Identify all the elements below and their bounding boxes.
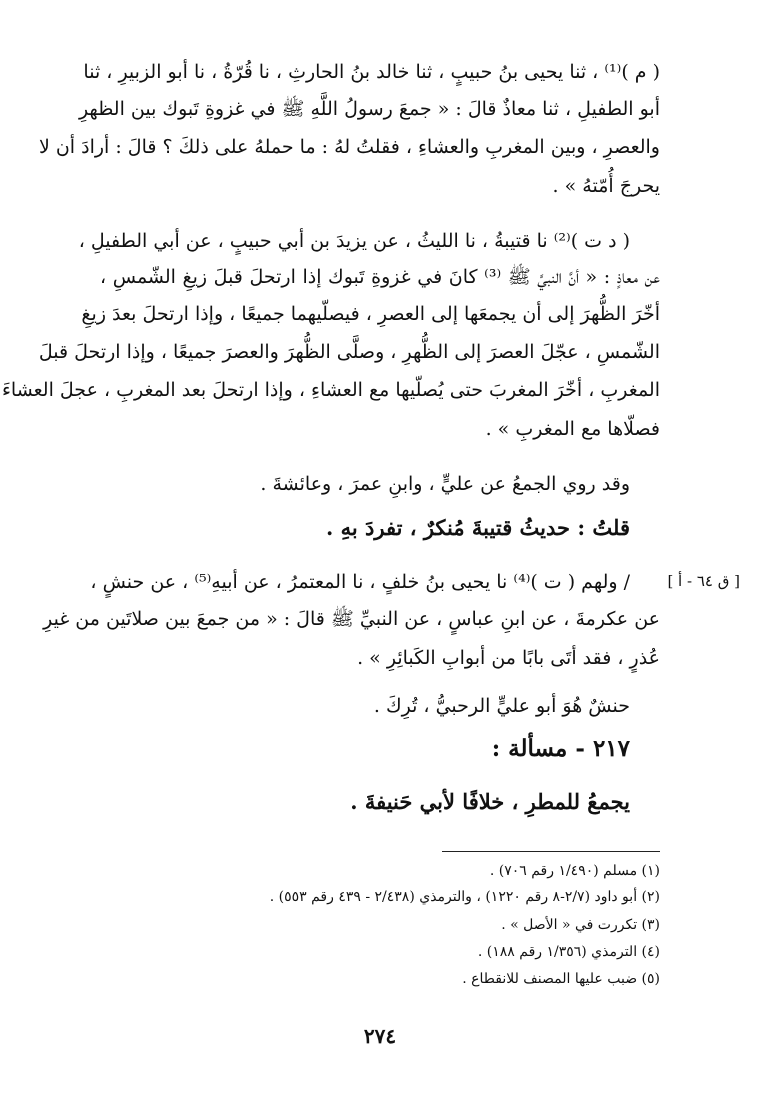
text-line-4: يحرجَ أُمّتهُ » . [552,175,660,197]
manuscript-folio-note: [ ق ٦٤ - أ ] [667,572,740,590]
text-line-3: والعصرِ ، وبين المغربِ والعشاءِ ، فقلتُ لهُ : ما حملهُ على ذلكَ ؟ قالَ : أرادَ أن لا [38,136,660,158]
footnote-2: (٢) أبو داود (٢/٧-٨ رقم ١٢٢٠) ، والترمذي (٢/٤٣٨ - ٤٣٩ رقم ٥٥٣) . [269,889,660,905]
text-line-1: ( م )⁽¹⁾ ، ثنا يحيى بنُ حبيبٍ ، ثنا خالد بنُ الحارثِ ، نا قُرّةُ ، نا أبو الزبيرِ ، ثنا [83,61,660,83]
issue-heading: ٢١٧ - مسألة : [491,735,630,762]
footnote-4: (٤) الترمذي (١/٣٥٦ رقم ١٨٨) . [477,944,660,960]
text-line-2: أبو الطفيلِ ، ثنا معاذٌ قالَ : « جمعَ رسولُ اللَّهِ ﷺ في غزوةِ تَبوك بين الظهرِ [78,98,660,120]
text-line-16: حنشٌ هُوَ أبو عليٍّ الرحبيُّ ، تُرِكَ . [373,695,630,717]
issue-statement: يجمعُ للمطرِ ، خلافًا لأبي حَنيفةَ . [350,789,630,814]
text-line-10: فصلّاها مع المغربِ » . [485,418,660,440]
footnote-divider [442,851,660,852]
editor-note: قلتُ : حديثُ قتيبةَ مُنكرٌ ، تفردَ بهِ . [326,515,630,540]
page-number: ٢٧٤ [363,1024,397,1048]
footnote-5: (٥) ضبب عليها المصنف للانقطاع . [462,971,660,987]
text-line-15: عُذرٍ ، فقد أتَى بابًا من أبوابِ الكَبائِرِ » . [357,647,660,669]
text-line-11: وقد روي الجمعُ عن عليٍّ ، وابنِ عمرَ ، وعائشةَ . [260,473,630,495]
footnote-1: (١) مسلم (١/٤٩٠ رقم ٧٠٦) . [489,863,660,879]
text-line-13: / ولهم ( ت )⁽⁴⁾ نا يحيى بنُ خلفٍ ، نا المعتمرُ ، عن أبيهِ⁽⁵⁾ ، عن حنشٍ ، [90,571,630,593]
text-line-14: عن عكرمةَ ، عن ابنِ عباسٍ ، عن النبيِّ ﷺ قالَ : « من جمعَ بين صلاتَين من غيرِ [43,608,660,630]
footnote-3: (٣) تكررت في « الأصل » . [501,917,660,933]
text-line-5: ( د ت )⁽²⁾ نا قتيبةُ ، نا الليثُ ، عن يزيدَ بن أبي حبيبٍ ، عن أبي الطفيلِ ، [78,230,630,252]
text-line-6: عن معاذٍ : « أنَّ النبيَّ ﷺ ⁽³⁾ كانَ في غزوةِ تَبوك إذا ارتحلَ قبلَ زيغِ الشّمسِ ، [100,266,660,288]
text-line-7: أخّرَ الظُّهرَ إلى أن يجمعَها إلى العصرِ ، فيصلّيهما جميعًا ، وإذا ارتحلَ بعدَ زيغِ [81,303,660,325]
text-line-8: الشّمسِ ، عجّلَ العصرَ إلى الظُّهرِ ، وصلَّى الظُّهرَ والعصرَ جميعًا ، وإذا ارتحلَ قبلَ [38,341,660,363]
text-line-9: المغربِ ، أخّرَ المغربَ حتى يُصلّيها مع العشاءِ ، وإذا ارتحلَ بعد المغربِ ، عجلَ العشاءَ [1,379,660,401]
